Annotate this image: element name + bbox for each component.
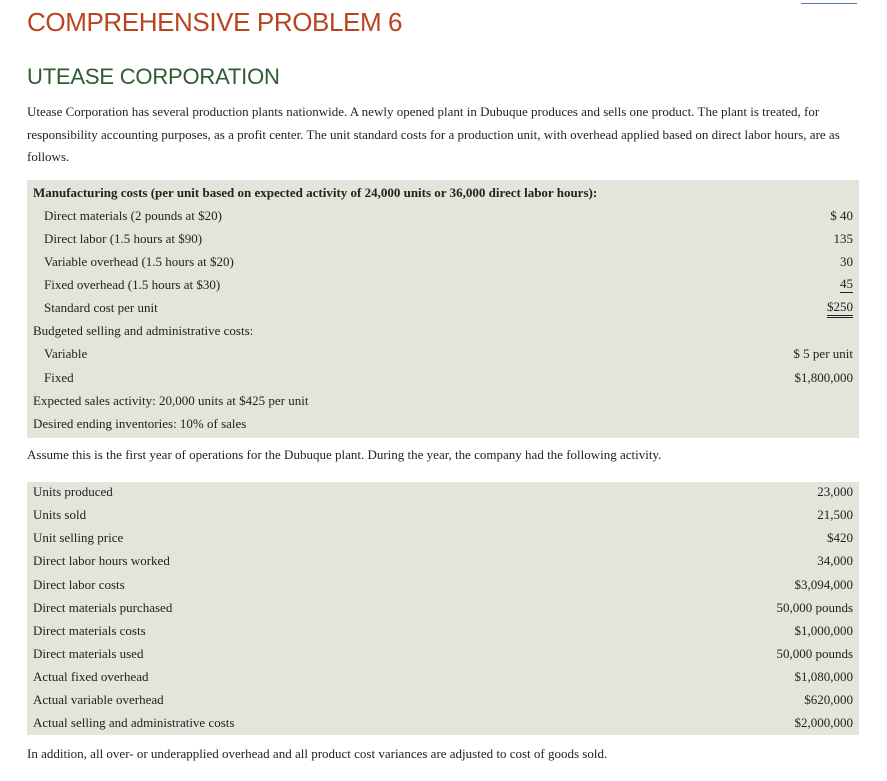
table-value: 23,000 bbox=[817, 484, 853, 499]
table-label: Unit selling price bbox=[33, 530, 124, 545]
table-row bbox=[27, 598, 859, 618]
table-value: $620,000 bbox=[804, 692, 853, 707]
table-value: $3,094,000 bbox=[794, 577, 853, 592]
table-value: $2,000,000 bbox=[794, 715, 853, 730]
table-value: 21,500 bbox=[817, 507, 853, 522]
table-value: 135 bbox=[833, 231, 853, 246]
standard-costs-table bbox=[27, 180, 859, 438]
table-label: Direct labor costs bbox=[33, 577, 125, 592]
table-row bbox=[27, 528, 859, 548]
expected-sales-row bbox=[27, 391, 859, 411]
table-value: $1,800,000 bbox=[794, 370, 853, 385]
activity-table bbox=[27, 482, 859, 735]
table-value: $ 40 bbox=[830, 208, 853, 223]
table-value: $250 bbox=[827, 298, 853, 318]
table-label: Direct materials costs bbox=[33, 623, 146, 638]
problem-heading: COMPREHENSIVE PROBLEM 6 bbox=[27, 7, 403, 37]
assume-paragraph: Assume this is the first year of operations for the Dubuque plant. During the year, the company had the following activity. bbox=[27, 447, 662, 462]
table-label: Direct materials (2 pounds at $20) bbox=[44, 208, 222, 223]
table-label: Expected sales activity: 20,000 units at $425 per unit bbox=[33, 393, 309, 408]
top-rule bbox=[801, 3, 857, 4]
table-row bbox=[27, 644, 859, 664]
table-row bbox=[27, 621, 859, 641]
table-label: Actual fixed overhead bbox=[33, 669, 149, 684]
table-value: $1,000,000 bbox=[794, 623, 853, 638]
table-label: Actual selling and administrative costs bbox=[33, 715, 235, 730]
table-value: $1,080,000 bbox=[794, 669, 853, 684]
table-value: 50,000 pounds bbox=[776, 646, 853, 661]
table-label: Variable overhead (1.5 hours at $20) bbox=[44, 254, 234, 269]
table-value: $ 5 per unit bbox=[793, 346, 853, 361]
table-value: 30 bbox=[840, 254, 853, 269]
table-row bbox=[27, 275, 859, 295]
table-value: $420 bbox=[827, 530, 853, 545]
table-label: Units produced bbox=[33, 484, 113, 499]
table-row bbox=[27, 252, 859, 272]
table-value: 45 bbox=[840, 276, 853, 291]
table-label: Actual variable overhead bbox=[33, 692, 164, 707]
table-label: Direct materials purchased bbox=[33, 600, 173, 615]
table-label: Units sold bbox=[33, 507, 87, 522]
company-heading: UTEASE CORPORATION bbox=[27, 64, 280, 89]
manufacturing-costs-header bbox=[27, 183, 859, 203]
table-row bbox=[27, 667, 859, 687]
footer-paragraph: In addition, all over- or underapplied overhead and all product cost variances are adjusted to cost of goods sold. bbox=[27, 746, 608, 761]
table-label: Budgeted selling and administrative costs: bbox=[33, 323, 254, 338]
table-label: Direct labor (1.5 hours at $90) bbox=[44, 231, 203, 246]
table-label: Fixed overhead (1.5 hours at $30) bbox=[44, 277, 221, 292]
table-label: Variable bbox=[44, 346, 88, 361]
table-label: Standard cost per unit bbox=[44, 300, 158, 315]
table-value: 34,000 bbox=[817, 553, 853, 568]
table-row bbox=[27, 206, 859, 226]
table-row bbox=[27, 713, 859, 733]
selling-admin-header bbox=[27, 321, 859, 341]
table-row bbox=[27, 482, 859, 502]
table-value: 50,000 pounds bbox=[776, 600, 853, 615]
table-label: Direct materials used bbox=[33, 646, 144, 661]
table-row bbox=[27, 505, 859, 525]
table-row-total bbox=[27, 298, 859, 318]
table-row bbox=[27, 690, 859, 710]
table-label: Desired ending inventories: 10% of sales bbox=[33, 416, 247, 431]
table-label: Manufacturing costs (per unit based on expected activity of 24,000 units or 36,000 direct labor hours): bbox=[33, 185, 598, 200]
table-label: Fixed bbox=[44, 370, 74, 385]
intro-paragraph: Utease Corporation has several production plants nationwide. A newly opened plant in Dubuque produces and sells one product. The plant is treated, for responsibility accounting purposes, as a profit center. The unit standard costs for a production unit, with overhead applied based on direct labor hours, are as follows. bbox=[27, 104, 840, 164]
table-row bbox=[27, 575, 859, 595]
table-row bbox=[27, 344, 859, 364]
table-row bbox=[27, 551, 859, 571]
table-row bbox=[27, 229, 859, 249]
table-row bbox=[27, 368, 859, 388]
desired-inventories-row bbox=[27, 414, 859, 434]
table-label: Direct labor hours worked bbox=[33, 553, 170, 568]
